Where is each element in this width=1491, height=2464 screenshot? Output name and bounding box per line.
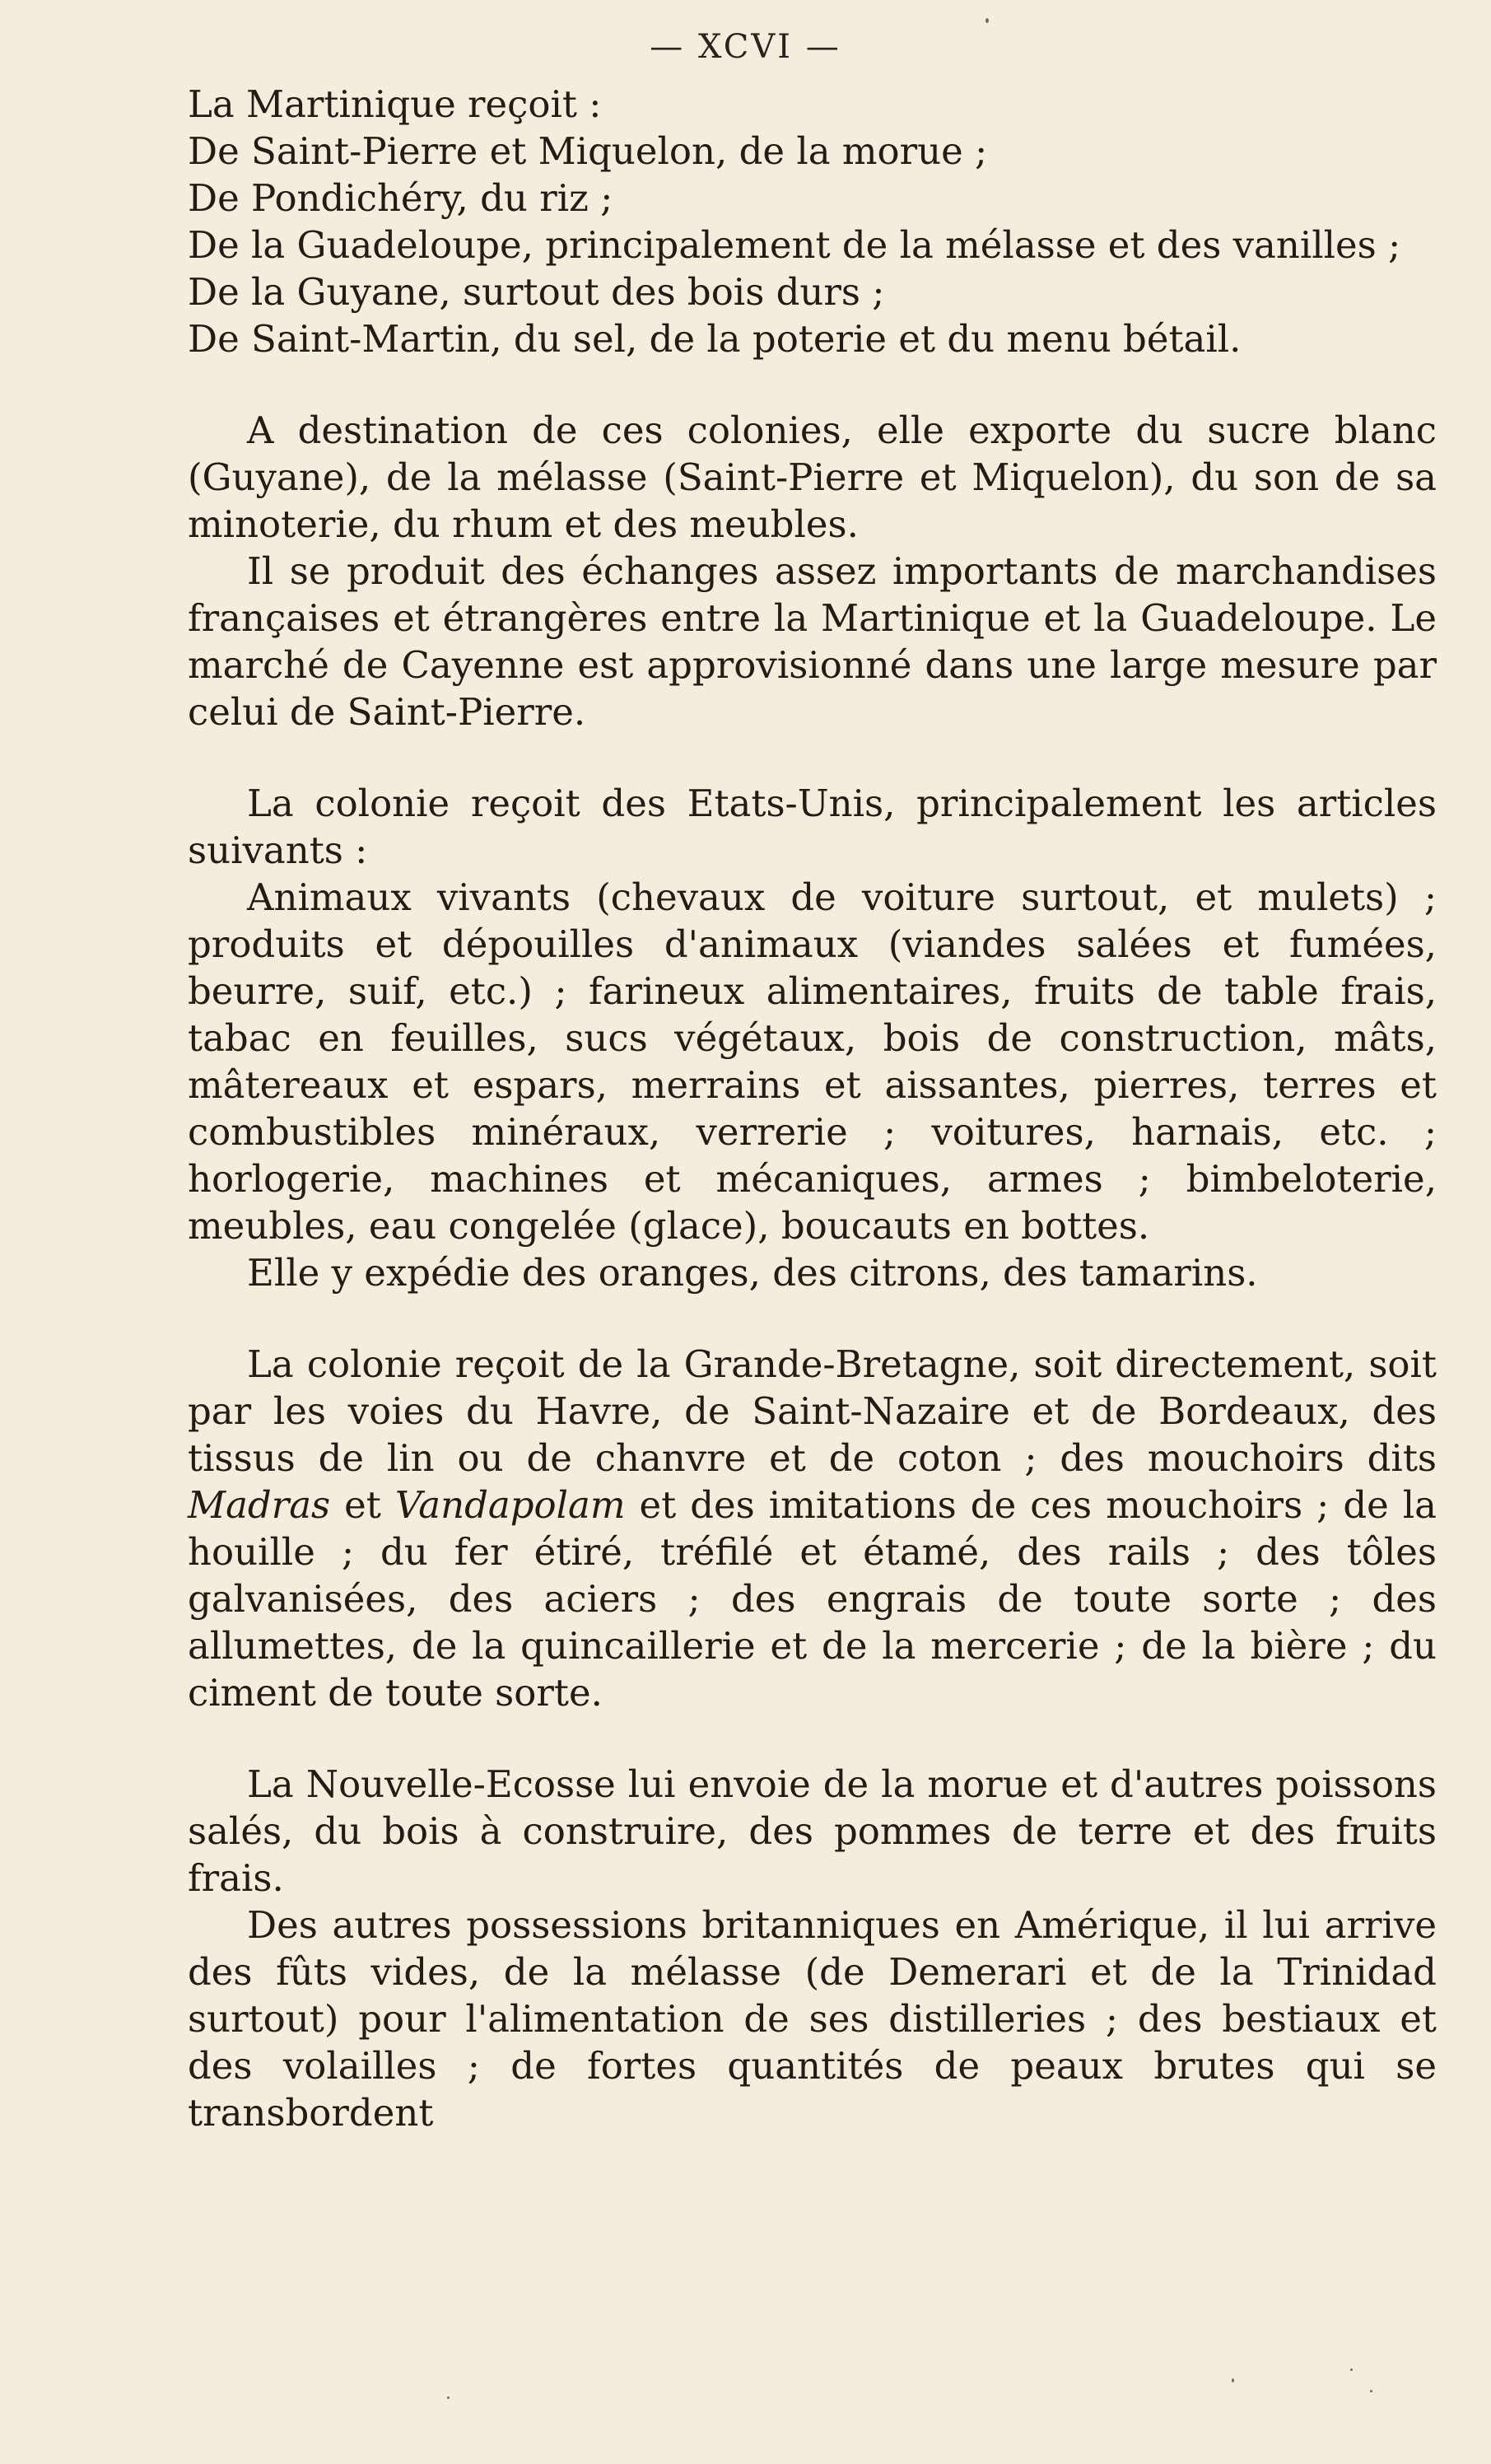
paper-speck	[985, 18, 989, 23]
paragraph-usa-intro: La colonie reçoit des Etats-Unis, principalement les articles suivants :	[188, 782, 1437, 872]
paragraph-nova-scotia: La Nouvelle-Ecosse lui envoie de la morue et d'autres poissons salés, du bois à construire, des pommes de terre et des fruits frais.	[188, 1762, 1437, 1900]
paper-speck	[447, 2396, 450, 2399]
paragraph-usa-exports: Elle y expédie des oranges, des citrons, des tamarins.	[247, 1251, 1258, 1295]
paper-speck	[1370, 2390, 1372, 2392]
body-text	[188, 81, 1437, 2136]
paper-speck	[1350, 2368, 1353, 2371]
paragraph-british-possessions: Des autres possessions britanniques en Amérique, il lui arrive des fûts vides, de la mélasse (de Demerari et de la Trinidad surtout) pour l'alimentation de ses distilleries ; des bestiaux et des volailles ; de fortes quantités de peaux brutes qui se transbordent	[188, 1903, 1437, 2135]
paper-speck	[1232, 2378, 1234, 2382]
page-number: — XCVI —	[650, 28, 841, 66]
martinique-imports-list	[188, 81, 1437, 362]
italic-term-madras: Madras	[188, 1483, 331, 1527]
list-item: De la Guyane, surtout des bois durs ;	[188, 270, 885, 314]
list-item: De la Guadeloupe, principalement de la mélasse et des vanilles ;	[188, 223, 1401, 267]
paragraph-exchanges: Il se produit des échanges assez importants de marchandises françaises et étrangères entre la Martinique et la Guadeloupe. Le marché de Cayenne est approvisionné dans une large mesure par celui de Saint-Pierre.	[188, 549, 1437, 734]
list-item: De Saint-Martin, du sel, de la poterie et du menu bétail.	[188, 317, 1242, 361]
text-run: et des imitations de ces mouchoirs ; de la houille ; du fer étiré, tréfilé et étamé, des rails ; des tôles galvanisées, des aciers ; des engrais de toute sorte ; des allumettes, de la quincaillerie et de la mercerie ; de la bière ; du ciment de toute sorte.	[188, 1483, 1437, 1715]
paragraph-exports: A destination de ces colonies, elle exporte du sucre blanc (Guyane), de la mélasse (Saint-Pierre et Miquelon), du son de sa minoterie, du rhum et des meubles.	[188, 408, 1437, 546]
paragraph-great-britain	[188, 1341, 1437, 1716]
text-run: et	[330, 1483, 395, 1527]
list-intro: La Martinique reçoit :	[188, 82, 602, 126]
text-run: La colonie reçoit de la Grande-Bretagne, soit directement, soit par les voies du Havre, de Saint-Nazaire et de Bordeaux, des tissus de lin ou de chanvre et de coton ; des mouchoirs dits	[188, 1342, 1437, 1480]
italic-term-vandapolam: Vandapolam	[394, 1483, 626, 1527]
paragraph-usa-articles: Animaux vivants (chevaux de voiture surtout, et mulets) ; produits et dépouilles d'animaux (viandes salées et fumées, beurre, suif, etc.) ; farineux alimentaires, fruits de table frais, tabac en feuilles, sucs végétaux, bois de construction, mâts, mâtereaux et espars, merrains et aissantes, pierres, terres et combustibles minéraux, verrerie ; voitures, harnais, etc. ; horlogerie, machines et mécaniques, armes ; bimbeloterie, meubles, eau congelée (glace), boucauts en bottes.	[188, 875, 1437, 1248]
list-item: De Saint-Pierre et Miquelon, de la morue ;	[188, 129, 988, 173]
list-item: De Pondichéry, du riz ;	[188, 176, 613, 220]
